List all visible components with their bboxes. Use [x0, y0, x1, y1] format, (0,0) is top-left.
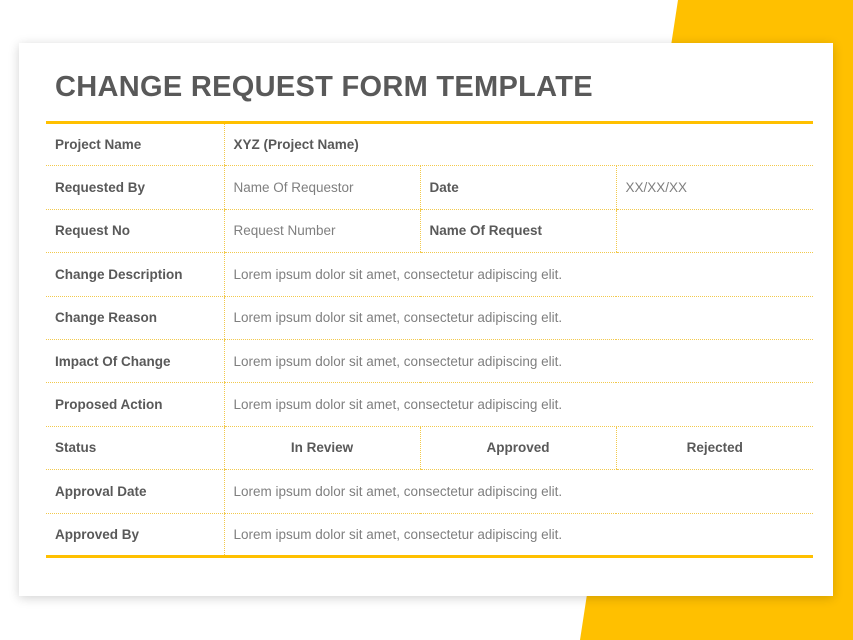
row-proposed-action [46, 383, 813, 426]
row-change-description [46, 253, 813, 296]
status-option-rejected[interactable]: Rejected [616, 426, 813, 469]
proposed-action-value[interactable]: Lorem ipsum dolor sit amet, consectetur adipiscing elit. [224, 383, 813, 426]
row-request-no [46, 209, 813, 252]
approval-date-value[interactable]: Lorem ipsum dolor sit amet, consectetur adipiscing elit. [224, 470, 813, 513]
row-impact-of-change [46, 339, 813, 382]
change-request-table [46, 121, 813, 558]
requested-by-value[interactable]: Name Of Requestor [224, 166, 420, 209]
impact-of-change-value[interactable]: Lorem ipsum dolor sit amet, consectetur adipiscing elit. [224, 339, 813, 382]
row-approval-date [46, 470, 813, 513]
page-title: CHANGE REQUEST FORM TEMPLATE [55, 71, 593, 103]
form-card [19, 43, 833, 596]
status-option-approved[interactable]: Approved [420, 426, 616, 469]
requested-by-label: Requested By [46, 166, 224, 209]
change-description-value[interactable]: Lorem ipsum dolor sit amet, consectetur adipiscing elit. [224, 253, 813, 296]
date-label: Date [420, 166, 616, 209]
impact-of-change-label: Impact Of Change [46, 339, 224, 382]
row-project-name [46, 123, 813, 166]
date-value[interactable]: XX/XX/XX [616, 166, 813, 209]
row-change-reason [46, 296, 813, 339]
project-name-value[interactable]: XYZ (Project Name) [224, 123, 813, 166]
approval-date-label: Approval Date [46, 470, 224, 513]
status-label: Status [46, 426, 224, 469]
project-name-label: Project Name [46, 123, 224, 166]
change-description-label: Change Description [46, 253, 224, 296]
approved-by-value[interactable]: Lorem ipsum dolor sit amet, consectetur adipiscing elit. [224, 513, 813, 556]
request-no-label: Request No [46, 209, 224, 252]
name-of-request-value[interactable] [616, 209, 813, 252]
approved-by-label: Approved By [55, 526, 140, 542]
change-reason-value[interactable]: Lorem ipsum dolor sit amet, consectetur adipiscing elit. [224, 296, 813, 339]
row-requested-by [46, 166, 813, 209]
row-status [46, 426, 813, 469]
name-of-request-label: Name Of Request [420, 209, 616, 252]
request-no-value[interactable]: Request Number [224, 209, 420, 252]
change-reason-label: Change Reason [46, 296, 224, 339]
status-option-in-review[interactable]: In Review [224, 426, 420, 469]
proposed-action-label: Proposed Action [46, 383, 224, 426]
row-approved-by [46, 513, 813, 556]
